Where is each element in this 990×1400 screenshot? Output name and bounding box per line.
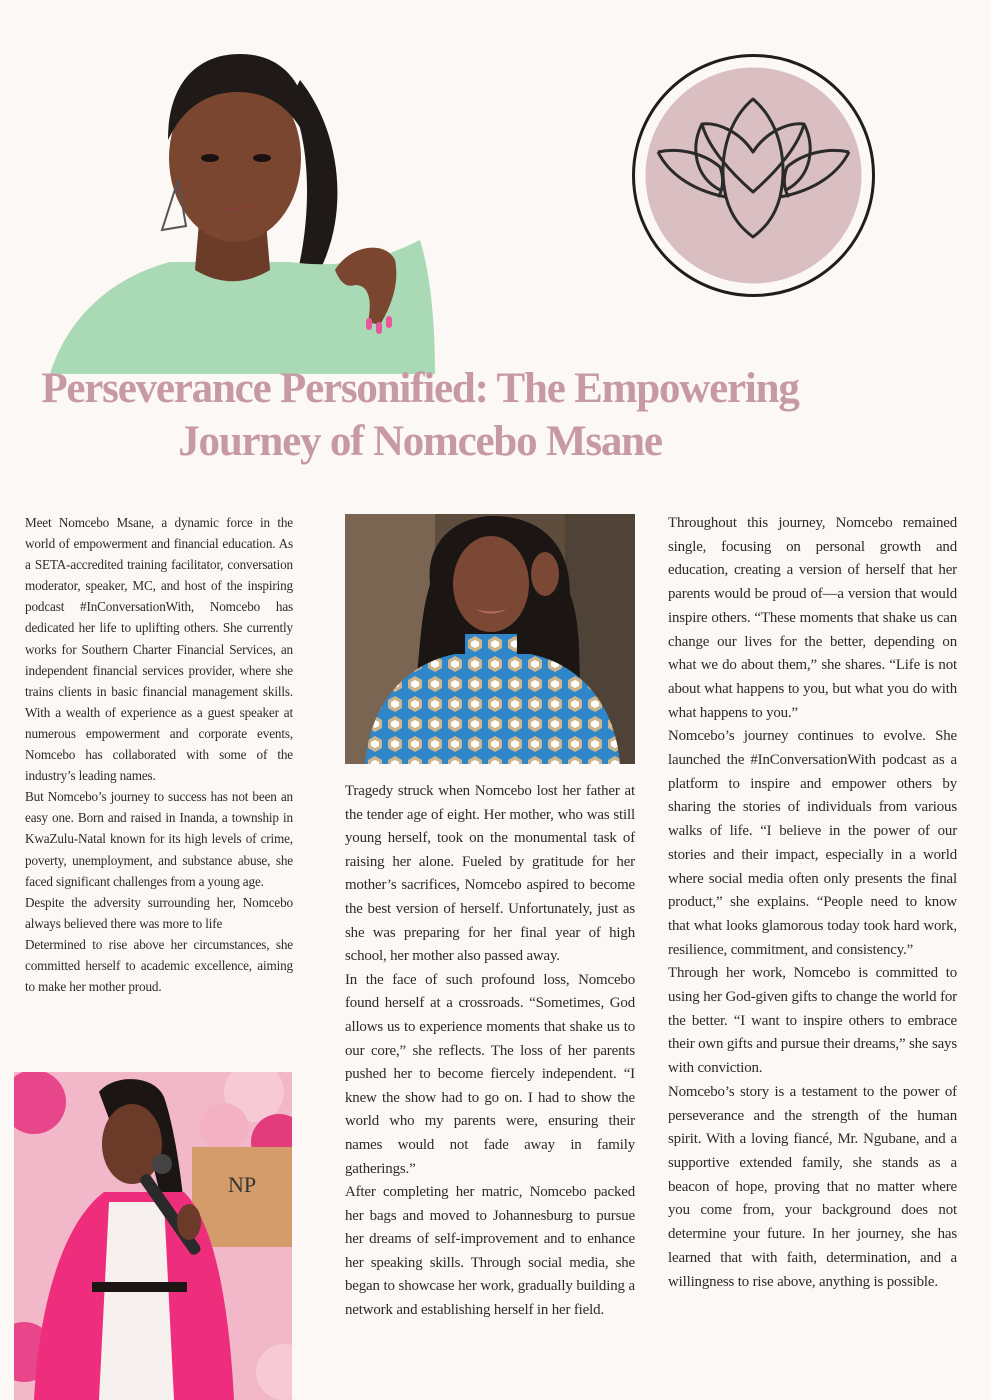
paragraph: Meet Nomcebo Msane, a dynamic force in the world of empowerment and financial education. As a SETA-accredited training facilitator, conversation moderator, speaker, MC, and host of the inspiring podcast #InConversationWith, Nomcebo has dedicated her life to uplifting others. She currently works for Southern Charter Financial Services, an independent financial services provider, where she trains clients in basic financial management skills. With a wealth of experience as a guest speaker at numerous empowerment and corporate events, Nomcebo has collaborated with some of the industry’s leading names. [25, 515, 293, 784]
article-column-2 [345, 780, 635, 1323]
hero-portrait-photo [50, 40, 435, 374]
paragraph: Nomcebo’s journey continues to evolve. She launched the #InConversationWith podcast as a platform to inspire and empower others by sharing the stories of individuals from various walks of life. “I believe in the power of our stories and their impact, especially in a world where social media often only presents the final product,” she explains. “People need to know that what looks glamorous today took hard work, resilience, commitment, and consistency.” [668, 728, 957, 958]
article-column-1 [25, 512, 293, 997]
patterned-dress-portrait-photo [345, 514, 635, 764]
speaking-with-microphone-photo [14, 1072, 292, 1400]
paragraph: Nomcebo’s story is a testament to the power of perseverance and the strength of the human spirit. With a loving fiancé, Mr. Ngubane, and a supportive extended family, she stands as a beacon of hope, proving that no matter where you come from, your background does not determine your future. In her journey, she has learned that with faith, determination, and a willingness to rise above, anything is possible. [668, 1083, 957, 1290]
paragraph: After completing her matric, Nomcebo packed her bags and moved to Johannesburg to pursue her dreams of self-improvement and to enhance her speaking skills. Through social media, she began to showcase her work, gradually building a network and establishing herself in her field. [345, 1184, 635, 1319]
article-title-line-2: Journey of Nomcebo Msane [178, 418, 662, 465]
paragraph: Through her work, Nomcebo is committed to using her God-given gifts to change the world for the better. “I want to inspire others to embrace their own gifts and pursue their dreams,” she says with conviction. [668, 965, 957, 1077]
paragraph: Throughout this journey, Nomcebo remained single, focusing on personal growth and education, creating a version of herself that her parents would be proud of—a version that would inspire others. “These moments that shake us can change our lives for the better, depending on what we do about them,” she shares. “Life is not about what happens to you, but what you do with what happens to you.” [668, 515, 957, 721]
article-column-3 [668, 512, 957, 1294]
paragraph: Tragedy struck when Nomcebo lost her father at the tender age of eight. Her mother, who was still young herself, took on the monumental task of raising her alone. Fueled by gratitude for her mother’s sacrifices, Nomcebo aspired to become the best version of herself. Unfortunately, just as she was preparing for her final year of high school, her mother also passed away. [345, 783, 635, 965]
sign-text: NP [227, 1172, 257, 1197]
lotus-logo [630, 52, 877, 299]
article-title-line-1: Perseverance Personified: The Empowering [41, 365, 799, 412]
paragraph: Determined to rise above her circumstances, she committed herself to academic excellence, aiming to make her mother proud. [25, 936, 293, 995]
paragraph: But Nomcebo’s journey to success has not been an easy one. Born and raised in Inanda, a township in KwaZulu-Natal known for its high levels of crime, poverty, unemployment, and substance abuse, she faced significant challenges from a young age. [25, 789, 293, 889]
paragraph: Despite the adversity surrounding her, Nomcebo always believed there was more to life [25, 894, 293, 931]
article-title [0, 362, 840, 468]
paragraph: In the face of such profound loss, Nomcebo found herself at a crossroads. “Sometimes, God allows us to experience moments that shake us to our core,” she reflects. The loss of her parents pushed her to become fiercely independent. “I knew the show had to go on. I had to show the world who my parents were, ensuring their names would not fade away in family gatherings.” [345, 971, 635, 1177]
